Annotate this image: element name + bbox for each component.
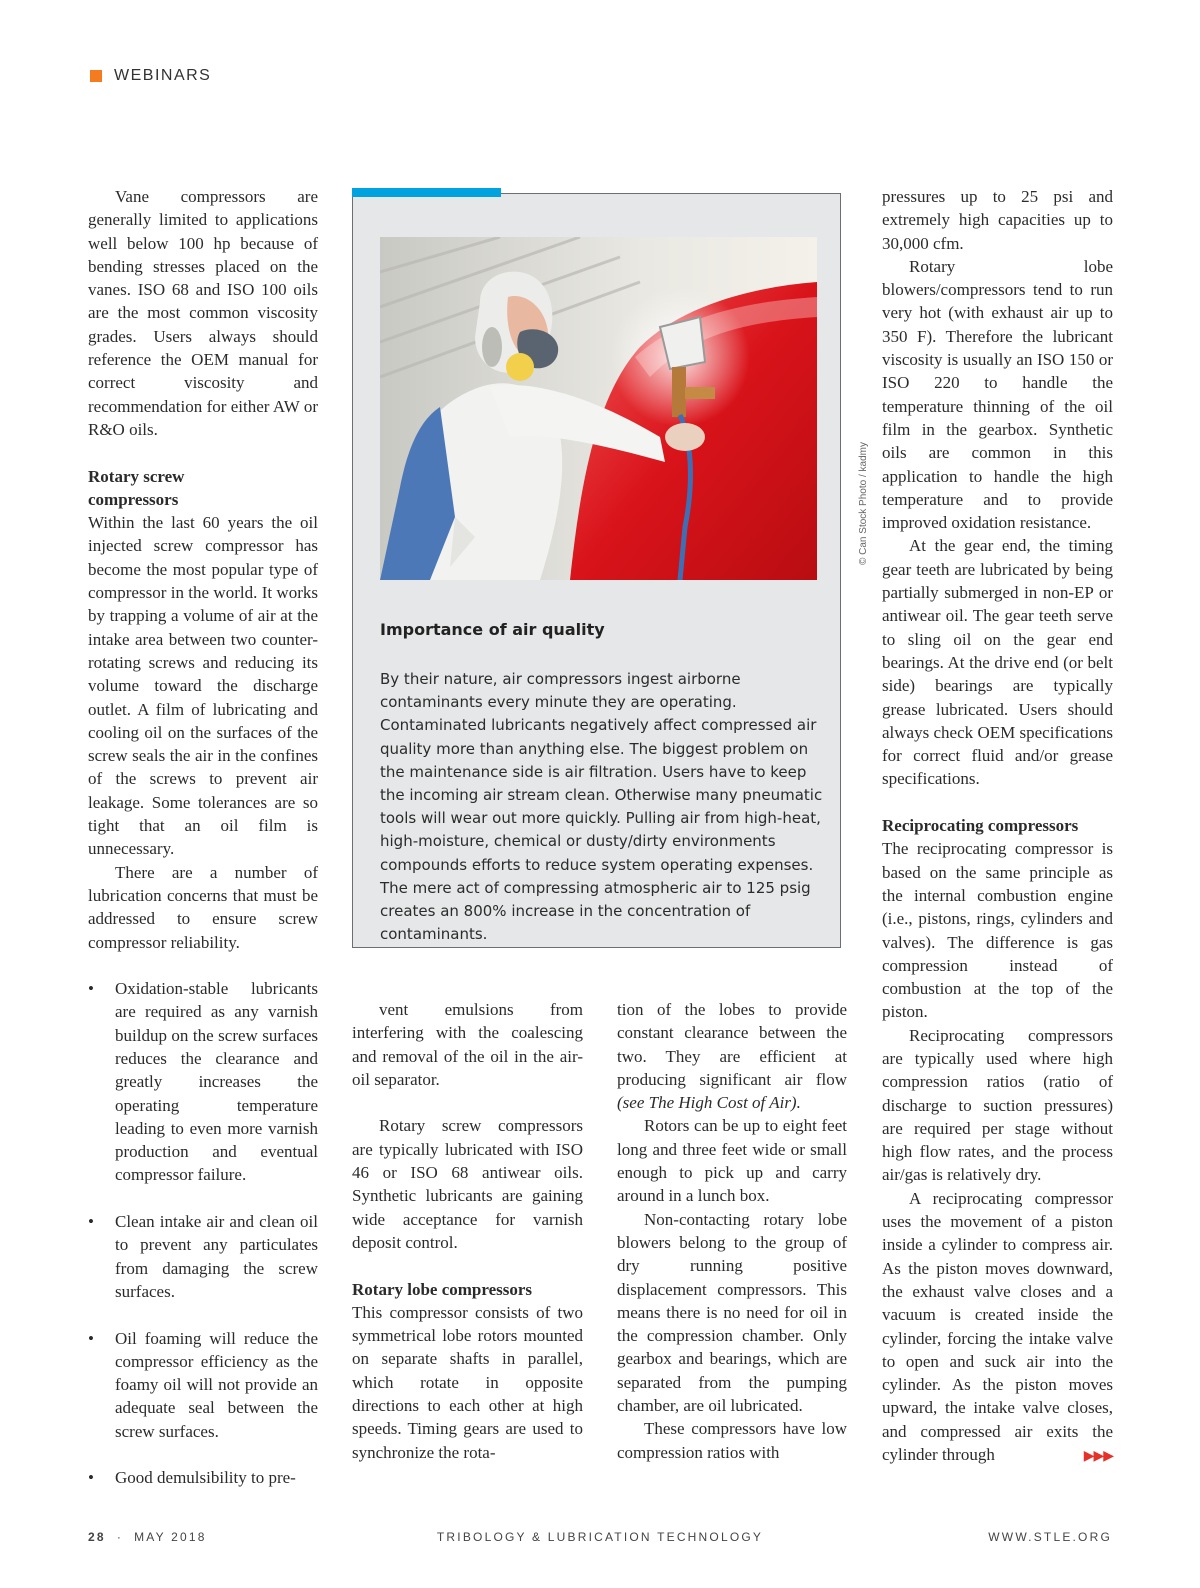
list-item: • Oxidation-stable lubricants are required as any varnish buildup on the screw surfaces reduces the clearance and greatly increases the operating temperature leading to even more varnish production and eventual compressor failure. [88,977,318,1187]
paragraph: The reciprocating compressor is based on the same principle as the internal combustion engine (i.e., pistons, rings, cylinders and valves). The difference is gas compression instead of combustion at the top of the piston. [882,839,1113,1022]
issue-date: MAY 2018 [134,1530,207,1544]
paragraph: There are a number of lubrication concerns that must be addressed to ensure screw compressor reliability. [88,862,318,952]
sidebar-title: Importance of air quality [380,620,605,639]
paragraph: Within the last 60 years the oil injected screw compressor has become the most popular type of compressor in the world. It works by trapping a volume of air at the intake area between two counter-rotating screws and reducing its volume toward the discharge outlet. A film of lubricating and cooling oil on the surfaces of the screw seals the air in the confines of the screws to prevent air leakage. Some tolerances are so tight that an oil film is unnecessary. [88,513,318,859]
paragraph: Non-contacting rotary lobe blowers belong to the group of dry running positive displacement compressors. This means there is no need for oil in the compression chamber. Only gearbox and bearings, which are separated from the pumping chamber, are oil lubricated. [617,1209,847,1416]
subheading-reciprocating: Reciprocating compressors [882,816,1079,836]
subheading-rotary-lobe: Rotary lobe compressors [352,1279,533,1299]
paragraph [617,998,847,1114]
sidebar-paragraph: By their nature, air compressors ingest airborne contaminants every minute they are operating. Contaminated lubricants negatively affect compressed air quality more than anything else. The biggest problem on the maintenance side is air filtration. Users have to keep the incoming air stream clean. Otherwise many pneumatic tools will wear out more quickly. Pulling air from high-heat, high-moisture, chemical or dusty/dirty environments compounds efforts to reduce system operating expenses. The mere act of compressing atmospheric air to 125 psig creates an 800% increase in the concentration of contaminants. [380,670,823,944]
paragraph: Vane compressors are generally limited to applications well below 100 hp because of bending stresses placed on the vanes. ISO 68 and ISO 100 oils are the most common viscosity grades. Users always should reference the OEM manual for correct viscosity and recommendation for either AW or R&O oils. [88,187,318,439]
paragraph-text: A reciprocating compressor uses the movement of a piston inside a cylinder to compress air. As the piston moves downward, the exhaust valve closes and a vacuum is created inside the cylinder, forcing the intake valve to open and suck air into the cylinder. As the piston moves upward, the intake valve closes, and compressed air exits the cylinder through [882,1188,1113,1465]
footer-separator: · [116,1530,124,1544]
section-label: WEBINARS [114,67,212,84]
list-item: • Good demulsibility to pre- [88,1466,318,1489]
paragraph: Rotary screw compressors are typically lubricated with ISO 46 or ISO 68 antiwear oils. Synthetic lubricants are gaining wide acceptance for varnish deposit control. [352,1116,583,1252]
column-3 [617,998,847,1464]
footer-website: WWW.STLE.ORG [988,1530,1112,1544]
paragraph: Reciprocating compressors are typically used where high compression ratios (ratio of discharge to suction pressures) are required per stage without high flow rates, and the process air/gas is relatively dry. [882,1025,1113,1185]
footer-publication: TRIBOLOGY & LUBRICATION TECHNOLOGY [436,1530,764,1544]
list-item: • Clean intake air and clean oil to prevent any particulates from damaging the screw surfaces. [88,1210,318,1303]
cross-reference: (see The High Cost of Air). [617,1093,801,1113]
photo-credit: © Can Stock Photo / kadmy [858,442,869,565]
subheading-line: compressors [88,489,179,509]
bullet-list [88,977,318,1490]
section-square-icon [90,70,102,82]
paragraph: These compressors have low compression ratios with [617,1419,847,1462]
paragraph: At the gear end, the timing gear teeth are lubricated by being partially submerged in non-EP or antiwear oil. The gear teeth serve to sling oil on the gear end bearings. At the drive end (or belt side) bearings are typically grease lubricated. Users should always check OEM specifications for correct fluid and/or grease specifications. [882,536,1113,789]
sidebar-accent-bar [352,188,501,197]
paragraph: This compressor consists of two symmetrical lobe rotors mounted on separate shafts in parallel, which rotate in opposite directions to each other at high speeds. Timing gears are used to synchronize the rota- [352,1302,583,1462]
photo-spray-painter [380,237,817,580]
paragraph: pressures up to 25 psi and extremely high capacities up to 30,000 cfm. [882,187,1113,253]
paragraph: Rotary lobe blowers/compressors tend to run very hot (with exhaust air up to 350 F). Therefore the lubricant viscosity is usually an ISO 150 or ISO 220 to handle the temperature thinning of the oil film in the gearbox. Synthetic oils are common in this application to handle the high temperature and to provide improved oxidation resistance. [882,256,1113,533]
sidebar-body [380,668,825,946]
paragraph: vent emulsions from interfering with the coalescing and removal of the oil in the air-oil separator. [352,1000,583,1089]
page-number: 28 [88,1530,106,1544]
paragraph [882,1187,1113,1467]
subheading-rotary-screw [88,465,318,512]
continue-arrows-icon: ▶▶▶ [1083,1448,1113,1465]
list-item: • Oil foaming will reduce the compressor efficiency as the foamy oil will not provide an adequate seal between the screw surfaces. [88,1327,318,1443]
section-header [90,66,211,86]
paragraph: Rotors can be up to eight feet long and three feet wide or small enough to pick up and carry around in a lunch box. [617,1116,847,1206]
column-2 [352,998,583,1464]
column-4 [882,185,1113,1468]
subheading-line: Rotary screw [88,466,185,486]
column-1 [88,185,318,1490]
paragraph-text: tion of the lobes to provide constant clearance between the two. They are efficient at producing significant air flow [617,1000,847,1089]
